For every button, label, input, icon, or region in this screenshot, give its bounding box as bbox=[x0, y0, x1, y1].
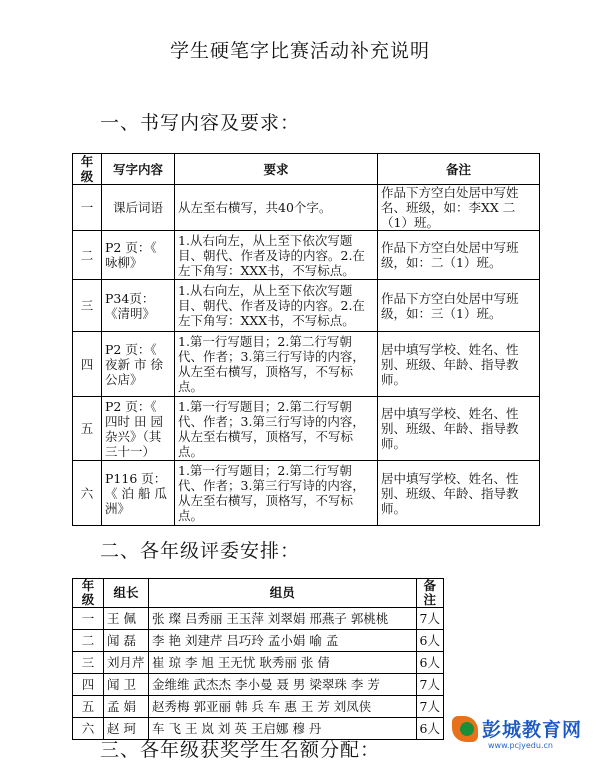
table-row bbox=[73, 608, 444, 630]
members-cell: 李 艳 刘建芹 吕巧玲 孟小娟 喻 孟 bbox=[149, 630, 417, 652]
grade-cell: 三 bbox=[73, 652, 104, 674]
leader-cell: 赵 珂 bbox=[104, 718, 149, 740]
col-header-leader: 组长 bbox=[104, 579, 149, 608]
table-header-row bbox=[73, 579, 444, 608]
content-cell: P34页：《清明》 bbox=[102, 280, 175, 332]
col-header-grade: 年级 bbox=[73, 154, 102, 185]
requirement-cell: 1.第一行写题目；2.第二行写朝代、作者；3.第三行写诗的内容，从左至右横写，顶格写，不写标点。 bbox=[175, 397, 378, 461]
table-row bbox=[73, 231, 540, 280]
table-row bbox=[73, 652, 444, 674]
section-heading-1: 一、书写内容及要求： bbox=[100, 112, 301, 134]
table-row bbox=[73, 185, 540, 231]
watermark-logo bbox=[452, 712, 596, 756]
watermark-url: www.pcjyedu.cn bbox=[488, 741, 553, 750]
judges-table bbox=[72, 578, 444, 740]
watermark-name: 彭城教育网 bbox=[482, 719, 583, 741]
members-cell: 金维维 武杰杰 李小曼 聂 男 梁翠珠 李 芳 bbox=[149, 674, 417, 696]
grade-cell: 二 bbox=[73, 630, 104, 652]
content-cell: P2 页：《 咏柳》 bbox=[102, 231, 175, 280]
grade-cell: 五 bbox=[73, 696, 104, 718]
members-cell: 赵秀梅 郭亚丽 韩 兵 车 惠 王 芳 刘凤侠 bbox=[149, 696, 417, 718]
note-cell: 7人 bbox=[416, 608, 443, 630]
requirement-cell: 1.从右向左，从上至下依次写题目、朝代、作者及诗的内容。2.在左下角写：XXX书，不写标点。 bbox=[175, 280, 378, 332]
grade-cell: 四 bbox=[73, 332, 102, 397]
table-row bbox=[73, 332, 540, 397]
grade-cell: 五 bbox=[73, 397, 102, 461]
note-cell: 6人 bbox=[416, 652, 443, 674]
note-cell: 6人 bbox=[416, 630, 443, 652]
table-row bbox=[73, 674, 444, 696]
grade-cell: 二 bbox=[73, 231, 102, 280]
note-cell: 7人 bbox=[416, 696, 443, 718]
logo-dot-icon bbox=[460, 722, 474, 736]
col-header-members: 组员 bbox=[149, 579, 417, 608]
page-title: 学生硬笔字比赛活动补充说明 bbox=[169, 40, 430, 62]
leader-cell: 王 佩 bbox=[104, 608, 149, 630]
content-cell: P2 页：《 四时 田 园 杂兴》（其三十一） bbox=[102, 397, 175, 461]
grade-cell: 三 bbox=[73, 280, 102, 332]
col-header-grade: 年级 bbox=[73, 579, 104, 608]
members-cell: 车 飞 王 岚 刘 英 王启娜 穆 丹 bbox=[149, 718, 417, 740]
note-cell: 作品下方空白处居中写班级，如：二（1）班。 bbox=[378, 231, 540, 280]
table-row bbox=[73, 696, 444, 718]
grade-cell: 一 bbox=[73, 608, 104, 630]
leader-cell: 孟 娟 bbox=[104, 696, 149, 718]
col-header-note: 备注 bbox=[416, 579, 443, 608]
section-heading-3: 三、各年级获奖学生名额分配： bbox=[100, 739, 381, 761]
requirement-cell: 1.从右向左，从上至下依次写题目、朝代、作者及诗的内容。2.在左下角写：XXX书，不写标点。 bbox=[175, 231, 378, 280]
section-heading-2: 二、各年级评委安排： bbox=[100, 540, 301, 562]
requirement-cell: 从左至右横写，共40个字。 bbox=[175, 185, 378, 231]
content-cell: P116 页：《 泊 船 瓜洲》 bbox=[102, 461, 175, 526]
leader-cell: 闻 卫 bbox=[104, 674, 149, 696]
col-header-note: 备注 bbox=[378, 154, 540, 185]
table-header-row bbox=[73, 154, 540, 185]
requirement-cell: 1.第一行写题目；2.第二行写朝代、作者；3.第三行写诗的内容，从左至右横写，顶格写，不写标点。 bbox=[175, 461, 378, 526]
note-cell: 6人 bbox=[416, 718, 443, 740]
note-cell: 作品下方空白处居中写姓名、班级，如：李XX 二（1）班。 bbox=[378, 185, 540, 231]
table-row bbox=[73, 630, 444, 652]
note-cell: 作品下方空白处居中写班级，如：三（1）班。 bbox=[378, 280, 540, 332]
note-cell: 居中填写学校、姓名、性别、班级、年龄、指导教师。 bbox=[378, 397, 540, 461]
grade-cell: 六 bbox=[73, 718, 104, 740]
note-cell: 7人 bbox=[416, 674, 443, 696]
table-row bbox=[73, 461, 540, 526]
requirement-cell: 1.第一行写题目；2.第二行写朝代、作者；3.第三行写诗的内容，从左至右横写，顶格写，不写标点。 bbox=[175, 332, 378, 397]
table-row bbox=[73, 397, 540, 461]
content-cell: P2 页：《 夜新 市 徐 公店》 bbox=[102, 332, 175, 397]
members-cell: 崔 琼 李 旭 王无忧 耿秀丽 张 倩 bbox=[149, 652, 417, 674]
table-row bbox=[73, 280, 540, 332]
col-header-requirement: 要求 bbox=[175, 154, 378, 185]
note-cell: 居中填写学校、姓名、性别、班级、年龄、指导教师。 bbox=[378, 461, 540, 526]
grade-cell: 一 bbox=[73, 185, 102, 231]
grade-cell: 四 bbox=[73, 674, 104, 696]
col-header-content: 写字内容 bbox=[102, 154, 175, 185]
leader-cell: 刘月芹 bbox=[104, 652, 149, 674]
grade-cell: 六 bbox=[73, 461, 102, 526]
members-cell: 张 璨 吕秀丽 王玉萍 刘翠娟 邢燕子 郭桃桃 bbox=[149, 608, 417, 630]
writing-requirements-table bbox=[72, 153, 540, 526]
note-cell: 居中填写学校、姓名、性别、班级、年龄、指导教师。 bbox=[378, 332, 540, 397]
leader-cell: 闻 磊 bbox=[104, 630, 149, 652]
content-cell: 课后词语 bbox=[102, 185, 175, 231]
